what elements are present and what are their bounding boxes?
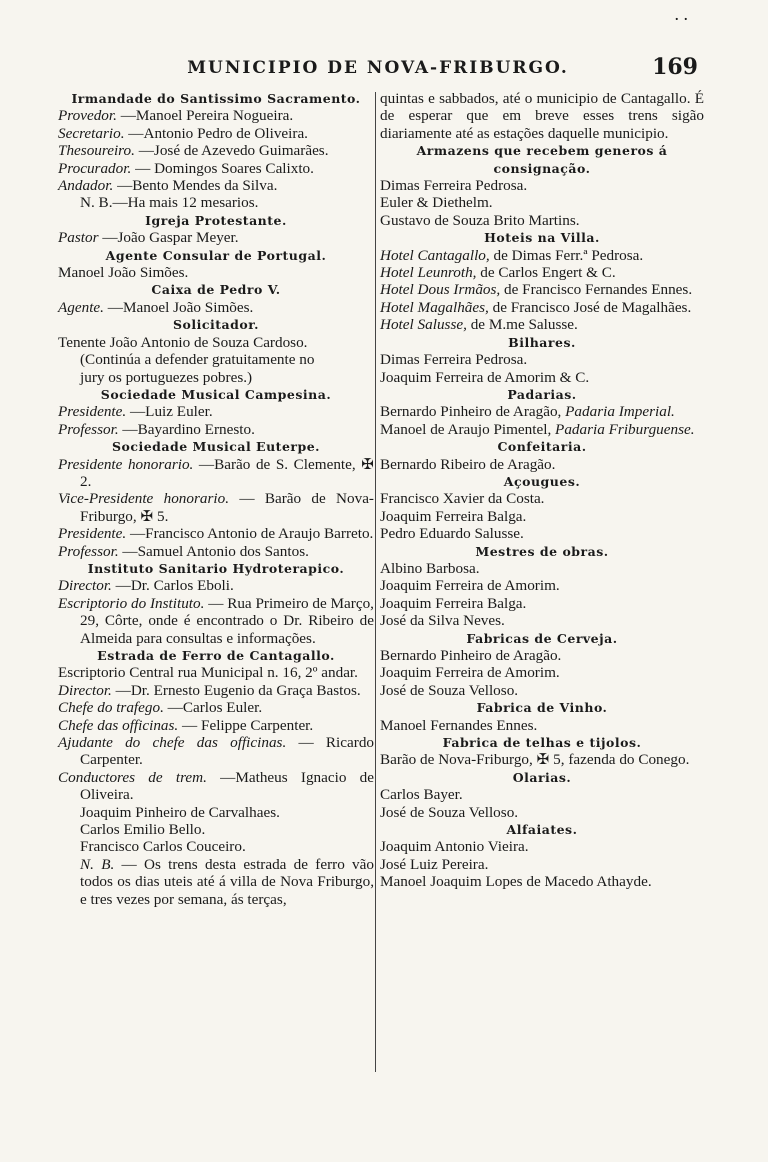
entry-label: Pastor <box>58 229 99 247</box>
entry-text: Carlos Bayer. <box>380 786 463 804</box>
directory-entry <box>58 403 374 420</box>
column-divider <box>375 92 376 1072</box>
directory-entry <box>380 682 704 699</box>
directory-entry <box>380 421 704 438</box>
page-header <box>58 56 698 86</box>
entry-text: —Francisco Antonio de Araujo Barreto. <box>126 525 374 543</box>
directory-entry <box>58 351 374 368</box>
entry-label: Hotel Cantagallo, <box>380 246 490 264</box>
directory-entry <box>380 247 704 264</box>
directory-entry <box>58 804 374 821</box>
entry-label: Escriptorio do Instituto. <box>58 594 205 612</box>
section-heading: Mestres de obras. <box>475 543 609 559</box>
entry-text: N. B.—Ha mais 12 mesarios. <box>80 194 259 212</box>
entry-text: Manoel de Araujo Pimentel, <box>380 420 556 438</box>
section-heading: Bilhares. <box>508 334 576 350</box>
section-heading: Armazens que recebem generos á consignação. <box>416 143 668 176</box>
directory-entry <box>58 160 374 177</box>
entry-label: Chefe do trafego. <box>58 699 164 717</box>
directory-entry <box>380 751 704 768</box>
directory-entry <box>58 142 374 159</box>
section-heading: Hoteis na Villa. <box>484 230 600 246</box>
entry-text: — Barão de Nova-Friburgo, ✠ 5. <box>80 490 374 525</box>
page-number: 169 <box>652 54 698 80</box>
entry-text: — Felippe Carpenter. <box>178 716 314 734</box>
entry-text: —João Gaspar Meyer. <box>98 229 239 247</box>
entry-text: José de Souza Velloso. <box>380 681 519 699</box>
entry-text: Barão de Nova-Friburgo, ✠ 5, fazenda do Conego. <box>380 751 690 769</box>
entry-text: Manoel João Simões. <box>58 264 189 282</box>
entry-text: —Bento Mendes da Silva. <box>113 177 278 195</box>
directory-entry <box>380 403 704 420</box>
directory-entry <box>380 717 704 734</box>
page-title: MUNICIPIO DE NOVA-FRIBURGO. <box>187 58 569 78</box>
directory-entry <box>58 769 374 804</box>
section-heading: Fabrica de telhas e tijolos. <box>442 735 642 751</box>
entry-label: Procurador. <box>58 159 132 177</box>
entry-text: Euler & Diethelm. <box>380 194 493 212</box>
entry-label: Hotel Salusse, <box>380 316 467 334</box>
entry-text: Francisco Xavier da Costa. <box>380 490 545 508</box>
section-heading: Solicitador. <box>173 317 259 333</box>
entry-text: —José de Azevedo Guimarães. <box>134 142 329 160</box>
entry-text: — Domingos Soares Calixto. <box>131 159 314 177</box>
directory-entry <box>58 229 374 246</box>
entry-label: Chefe das officinas. <box>58 716 179 734</box>
directory-entry <box>58 264 374 281</box>
directory-entry <box>58 717 374 734</box>
entry-text: —Dr. Carlos Eboli. <box>111 577 234 595</box>
entry-text: —Luiz Euler. <box>126 403 213 421</box>
directory-entry <box>380 456 704 473</box>
entry-label: Professor. <box>58 542 119 560</box>
entry-text: —Antonio Pedro de Oliveira. <box>124 124 308 142</box>
section-heading: Açougues. <box>503 473 581 489</box>
directory-entry <box>58 194 374 211</box>
entry-label: Provedor. <box>58 107 117 125</box>
directory-entry <box>380 786 704 803</box>
entry-text: Bernardo Pinheiro de Aragão, <box>380 403 566 421</box>
entry-text: —Carlos Euler. <box>163 699 263 717</box>
entry-text: de Francisco José de Magalhães. <box>488 298 692 316</box>
entry-text: de Dimas Ferr.ª Pedrosa. <box>489 246 644 264</box>
section-heading: Caixa de Pedro V. <box>151 282 281 298</box>
directory-entry <box>58 838 374 855</box>
directory-entry <box>58 821 374 838</box>
directory-entry <box>58 369 374 386</box>
entry-text: —Bayardino Ernesto. <box>118 420 255 438</box>
entry-text: Pedro Eduardo Salusse. <box>380 525 524 543</box>
entry-text: José da Silva Neves. <box>380 612 505 630</box>
directory-entry <box>58 125 374 142</box>
entry-label: Vice-Presidente honorario. <box>58 490 230 508</box>
directory-entry <box>380 299 704 316</box>
directory-entry <box>380 838 704 855</box>
section-heading: Agente Consular de Portugal. <box>105 247 327 263</box>
directory-entry <box>58 856 374 908</box>
entry-text: —Dr. Ernesto Eugenio da Graça Bastos. <box>111 681 361 699</box>
entry-text: Joaquim Pinheiro de Carvalhaes. <box>80 803 280 821</box>
entry-text: Bernardo Pinheiro de Aragão. <box>380 647 562 664</box>
entry-text: Bernardo Ribeiro de Aragão. <box>380 455 556 473</box>
directory-entry <box>58 664 374 681</box>
directory-entry <box>58 490 374 525</box>
directory-entry <box>380 177 704 194</box>
left-column <box>58 90 374 908</box>
page-marks: . . <box>674 4 688 24</box>
entry-label: Director. <box>58 681 112 699</box>
entry-text: (Continúa a defender gratuitamente no <box>80 351 315 369</box>
section-heading: Sociedade Musical Campesina. <box>100 386 332 402</box>
directory-entry <box>380 873 704 890</box>
directory-entry <box>58 595 374 647</box>
directory-entry <box>58 334 374 351</box>
directory-entry <box>380 90 704 142</box>
directory-entry <box>380 804 704 821</box>
entry-text: Albino Barbosa. <box>380 559 480 577</box>
directory-entry <box>380 369 704 386</box>
directory-entry <box>58 699 374 716</box>
section-heading: Fabrica de Vinho. <box>476 700 608 716</box>
directory-entry <box>58 682 374 699</box>
directory-entry <box>380 595 704 612</box>
directory-entry <box>58 299 374 316</box>
entry-text: Escriptorio Central rua Municipal n. 16, 2º andar. <box>58 664 358 682</box>
entry-label: Hotel Leunroth, <box>380 264 477 282</box>
directory-entry <box>380 508 704 525</box>
entry-label: Hotel Magalhães, <box>380 298 489 316</box>
entry-text: Gustavo de Souza Brito Martins. <box>380 211 580 229</box>
entry-text: José de Souza Velloso. <box>380 803 519 821</box>
directory-entry <box>58 525 374 542</box>
entry-text: —Barão de S. Clemente, ✠ 2. <box>80 455 374 490</box>
entry-text: Dimas Ferreira Pedrosa. <box>380 351 528 369</box>
entry-text: Tenente João Antonio de Souza Cardoso. <box>58 333 308 351</box>
section-heading: Sociedade Musical Euterpe. <box>111 439 321 455</box>
entry-label: Hotel Dous Irmãos, <box>380 281 501 299</box>
directory-entry <box>380 856 704 873</box>
section-heading: Olarias. <box>512 769 572 785</box>
entry-text: Joaquim Ferreira de Amorim. <box>380 577 560 595</box>
entry-text: Carlos Emilio Bello. <box>80 821 206 839</box>
entry-text: de M.me Salusse. <box>466 316 578 334</box>
directory-entry <box>380 351 704 368</box>
entry-text: —Matheus Ignacio de Oliveira. <box>80 768 374 804</box>
entry-label: Agente. <box>58 298 104 316</box>
directory-entry <box>58 577 374 594</box>
entry-label: Thesoureiro. <box>58 142 135 160</box>
entry-label: N. B. <box>80 855 115 873</box>
directory-entry <box>380 560 704 577</box>
entry-text: — Rua Primeiro de Março, 29, Côrte, onde é encontrado o Dr. Ribeiro de Almeida para consultas e informações. <box>80 594 374 647</box>
entry-text: — Os trens desta estrada de ferro vão todos os dias uteis até á villa de Nova Friburgo, e tres vezes por semana, ás terças, <box>80 855 374 908</box>
directory-entry <box>380 664 704 681</box>
entry-text: Joaquim Ferreira de Amorim & C. <box>380 368 590 386</box>
entry-label: Presidente honorario. <box>58 455 194 473</box>
entry-text: Manoel Joaquim Lopes de Macedo Athayde. <box>380 873 652 891</box>
entry-text: quintas e sabbados, até o municipio de Cantagallo. É de esperar que em breve esses trens sigão diariamente até as estações daquelle municipio. <box>380 90 704 142</box>
entry-text: —Manoel Pereira Nogueira. <box>116 107 294 125</box>
entry-text: Francisco Carlos Couceiro. <box>80 838 246 856</box>
entry-text: Joaquim Ferreira de Amorim. <box>380 664 560 682</box>
section-heading: Igreja Protestante. <box>145 212 287 228</box>
section-heading: Irmandade do Santissimo Sacramento. <box>71 91 361 106</box>
entry-label: Presidente. <box>58 525 127 543</box>
entry-label: Ajudante do chefe das officinas. <box>58 734 287 752</box>
section-heading: Alfaiates. <box>506 822 578 838</box>
entry-text: jury os portuguezes pobres.) <box>80 368 253 386</box>
right-column <box>380 90 704 891</box>
entry-text: de Francisco Fernandes Ennes. <box>500 281 693 299</box>
entry-tail: Padaria Friburguense. <box>555 420 695 438</box>
directory-entry <box>380 281 704 298</box>
section-heading: Estrada de Ferro de Cantagallo. <box>97 648 335 663</box>
entry-text: —Samuel Antonio dos Santos. <box>118 542 309 560</box>
entry-label: Andador. <box>58 177 114 195</box>
directory-entry <box>380 490 704 507</box>
directory-entry <box>58 421 374 438</box>
entry-label: Director. <box>58 577 112 595</box>
entry-label: Conductores de trem. <box>58 768 207 786</box>
entry-text: José Luiz Pereira. <box>380 855 489 873</box>
entry-text: Joaquim Ferreira Balga. <box>380 594 527 612</box>
directory-entry <box>380 577 704 594</box>
directory-entry <box>380 525 704 542</box>
entry-text: — Ricardo Carpenter. <box>80 734 375 769</box>
directory-entry <box>380 316 704 333</box>
directory-entry <box>58 177 374 194</box>
section-heading: Padarias. <box>507 386 577 402</box>
entry-text: —Manoel João Simões. <box>103 298 254 316</box>
entry-label: Presidente. <box>58 403 127 421</box>
entry-text: Joaquim Antonio Vieira. <box>380 838 529 856</box>
directory-entry <box>58 734 374 769</box>
directory-entry <box>380 212 704 229</box>
directory-entry <box>380 612 704 629</box>
section-heading: Confeitaria. <box>497 439 587 455</box>
directory-entry <box>58 456 374 491</box>
entry-text: Dimas Ferreira Pedrosa. <box>380 177 528 195</box>
directory-entry <box>380 647 704 664</box>
entry-text: Joaquim Ferreira Balga. <box>380 507 527 525</box>
entry-label: Secretario. <box>58 124 125 142</box>
entry-label: Professor. <box>58 420 119 438</box>
directory-entry <box>58 543 374 560</box>
entry-tail: Padaria Imperial. <box>565 403 675 421</box>
section-heading: Fabricas de Cerveja. <box>466 630 618 646</box>
directory-entry <box>380 194 704 211</box>
entry-text: de Carlos Engert & C. <box>476 264 616 282</box>
directory-entry <box>58 107 374 124</box>
section-heading: Instituto Sanitario Hydroterapico. <box>87 560 345 576</box>
entry-text: Manoel Fernandes Ennes. <box>380 716 538 734</box>
directory-entry <box>380 264 704 281</box>
